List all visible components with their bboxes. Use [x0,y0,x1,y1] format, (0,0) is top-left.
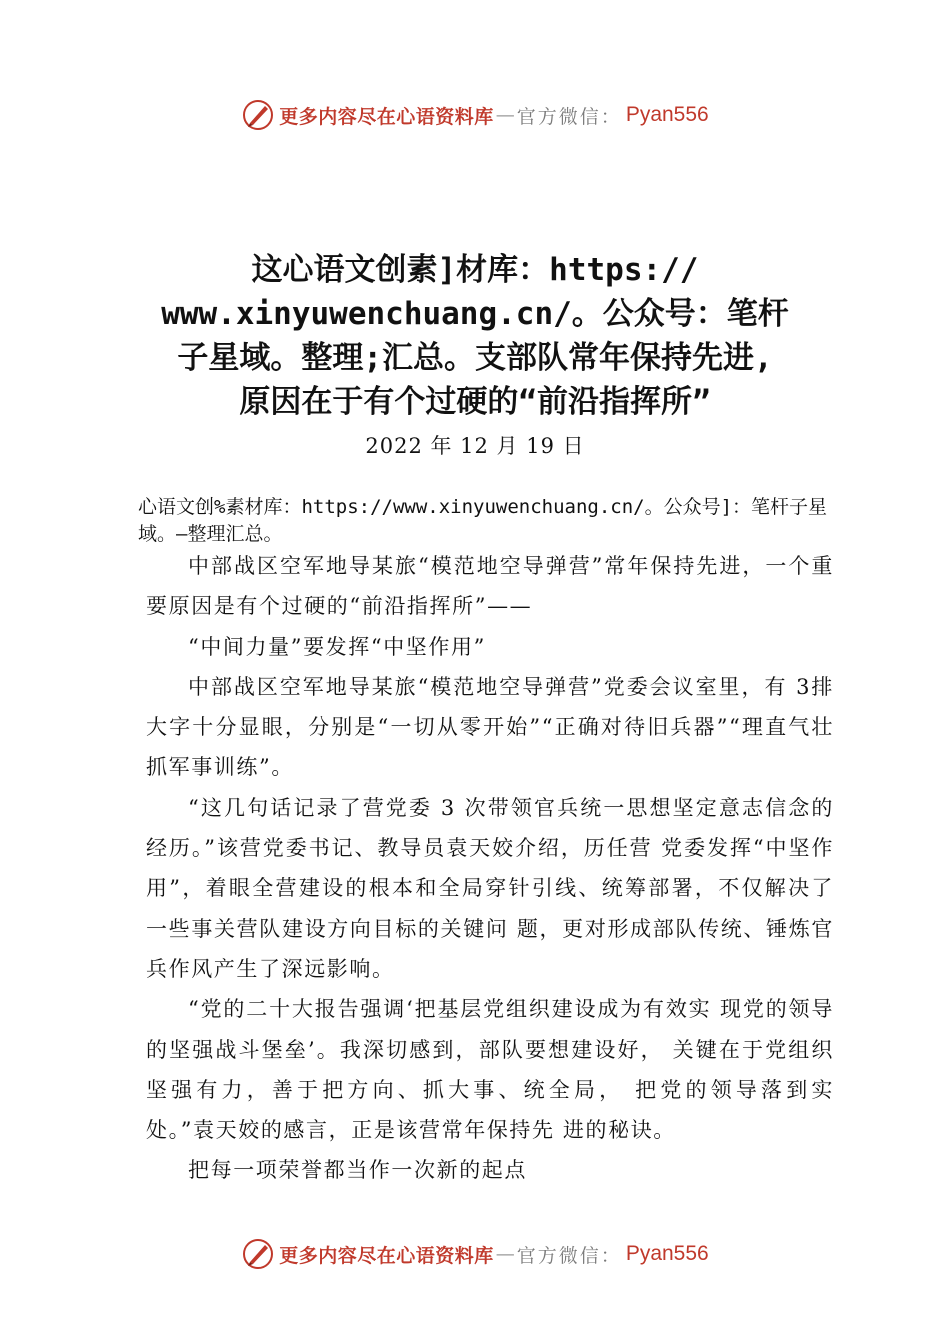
banner-library-text: 更多内容尽在心语资料库 [279,1244,494,1267]
section-heading: 把每一项荣誉都当作一次新的起点 [188,1158,527,1183]
title-line: www.xinyuwenchuang.cn/。公众号：笔杆 [161,296,789,332]
banner-library-text: 更多内容尽在心语资料库 [279,105,494,128]
logo-icon [241,98,275,132]
banner-dash: — [495,104,515,126]
banner-wechat-label: 官方微信： [516,105,622,128]
paragraph: “党的二十大报告强调‘把基层党组织建设成为有效实 现党的领导的坚强战斗堡垒’。我深切感到，部队要想建设好， 关键在于党组织坚强有力，善于把方向、抓大事、统全局， 把党的领导落到实处。”袁天姣的感言，正是该营常年保持先 进的秘诀。 [146,997,834,1143]
banner-wechat-id: Pyan556 [625,103,709,126]
paragraph: 中部战区空军地导某旅“模范地空导弹营”党委会议室里，有 3排大字十分显眼，分别是“一切从零开始”“正确对待旧兵器”“理直气壮抓军事训练”。 [146,674,834,780]
logo-icon [241,1237,275,1271]
banner-wechat-id: Pyan556 [625,1242,709,1265]
paragraph: “这几句话记录了营党委 3 次带领官兵统一思想坚定意志信念的经历。”该营党委书记、教导员袁天姣介绍，历任营 党委发挥“中坚作用”，着眼全营建设的根本和全局穿针引线、统筹部署，不仅解决了一些事关营队建设方向目标的关键问 题，更对形成部队传统、锤炼官兵作风产生了深远影响。 [146,795,834,981]
document-title [100,248,850,424]
footer-banner [0,1234,950,1274]
paragraph: 中部战区空军地导某旅“模范地空导弹营”常年保持先进，一个重要原因是有个过硬的“前沿指挥所”—— [146,554,834,619]
banner-dash: — [495,1243,515,1265]
title-line: 原因在于有个过硬的“前沿指挥所” [239,384,711,420]
title-line: 子星域。整理;汇总。支部队常年保持先进, [177,340,773,376]
banner-wechat-label: 官方微信： [516,1244,622,1267]
section-heading: “中间力量”要发挥“中坚作用” [188,634,486,659]
header-banner [0,95,950,135]
source-note: 心语文创%素材库：https://www.xinyuwenchuang.cn/。公众号]：笔杆子星域。—整理汇总。 [138,496,828,545]
document-body [146,546,834,1191]
document-date: 2022 年 12 月 19 日 [365,434,585,458]
title-line: 这心语文创素]材库：https:// [251,252,699,288]
